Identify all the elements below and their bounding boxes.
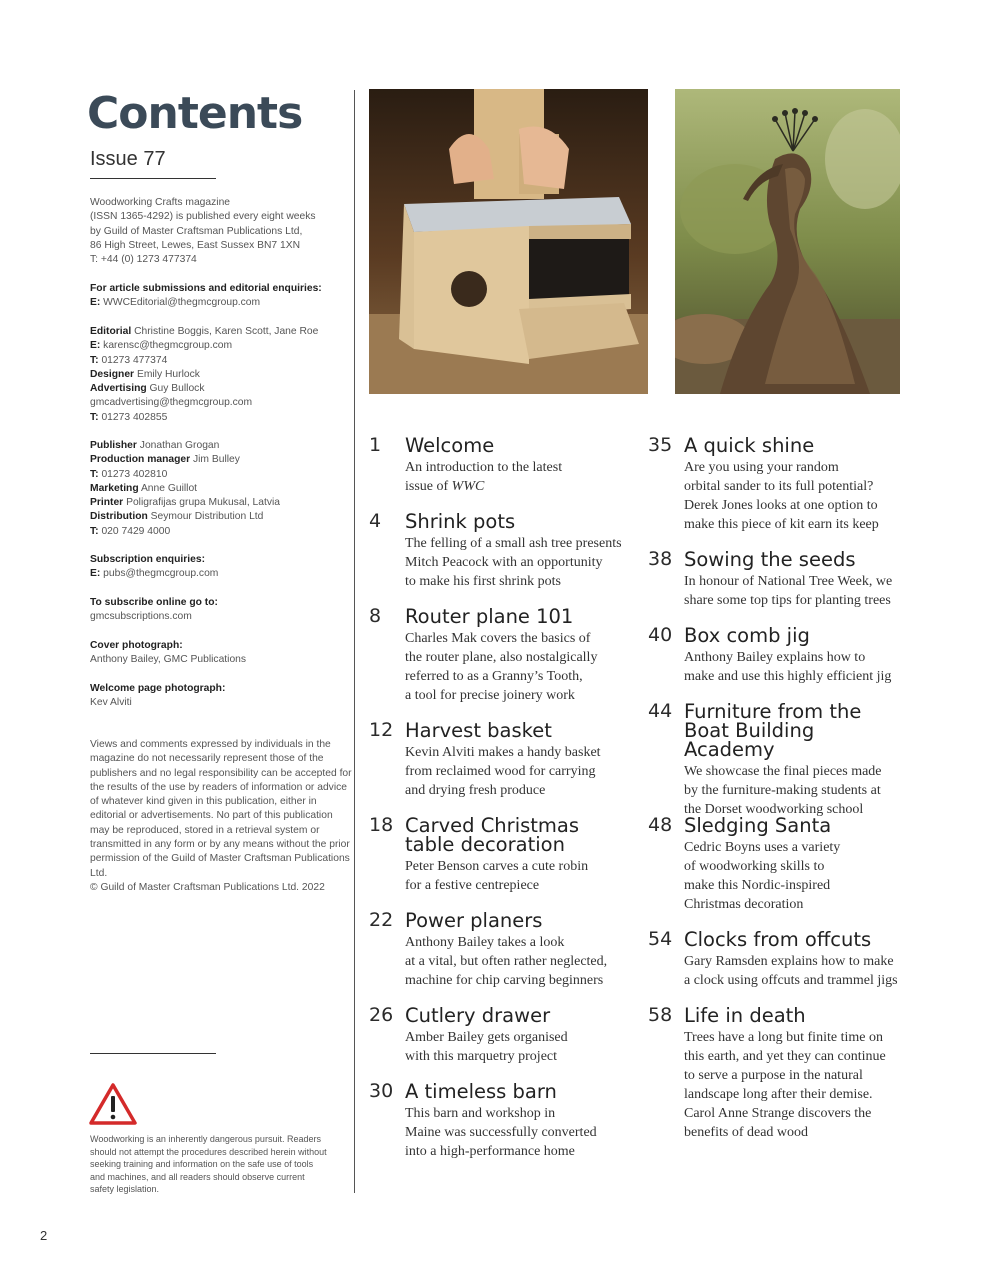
entry-desc-line: a clock using offcuts and trammel jigs [684, 973, 898, 988]
marketing-label: Marketing [90, 482, 139, 494]
dead-wood-sculpture-photo [675, 89, 900, 394]
entry-page: 35 [648, 434, 673, 456]
contents-entry-box-comb-jig[interactable] [648, 624, 908, 686]
contents-entry-quick-shine[interactable] [648, 434, 908, 534]
warning-rule [90, 1053, 216, 1054]
marketing-name: Anne Guillot [140, 482, 198, 494]
entry-desc-line: landscape long after their demise. [684, 1087, 873, 1102]
submissions-heading: For article submissions and editorial enquiries: [90, 283, 322, 294]
page-title: Contents [87, 88, 303, 139]
phone-label: T: [90, 354, 99, 366]
entry-desc-line: The felling of a small ash tree presents [405, 536, 622, 551]
email-label: E: [90, 568, 101, 580]
entry-page: 48 [648, 814, 673, 836]
contents-entry-sowing-seeds[interactable] [648, 548, 908, 610]
phone-label: T: [90, 468, 99, 480]
entry-description [405, 629, 625, 705]
entry-title: Sledging Santa [684, 814, 832, 837]
entry-desc-line: from reclaimed wood for carrying [405, 764, 596, 779]
welcome-credit-info [90, 682, 350, 711]
advertising-phone: 01273 402855 [101, 411, 168, 423]
submissions-info [90, 282, 350, 311]
production-label: Production manager [90, 454, 191, 466]
publication-line: T: +44 (0) 1273 477374 [90, 254, 197, 266]
entry-desc-line: the router plane, also nostalgically [405, 650, 598, 665]
entry-desc-line: Charles Mak covers the basics of [405, 631, 591, 646]
printer-name: Poligrafijas grupa Mukusal, Latvia [126, 497, 281, 509]
entry-desc-line: Maine was successfully converted [405, 1125, 597, 1140]
entry-title: A timeless barn [405, 1080, 557, 1103]
entry-desc-line: Anthony Bailey explains how to [684, 650, 866, 665]
entry-title [684, 700, 908, 759]
entry-desc-line: make and use this highly efficient jig [684, 669, 892, 684]
subscribe-url: gmcsubscriptions.com [90, 611, 192, 623]
advertising-label: Advertising [90, 383, 147, 395]
warning-icon [89, 1083, 137, 1125]
contents-entry-harvest-basket[interactable] [369, 719, 619, 800]
entry-desc-text: issue of [405, 479, 452, 494]
entry-title: Cutlery drawer [405, 1004, 551, 1027]
entry-page: 58 [648, 1004, 673, 1026]
entry-desc-line: to serve a purpose in the natural [684, 1068, 863, 1083]
subscription-email: pubs@thegmcgroup.com [103, 568, 219, 580]
entry-title: Sowing the seeds [684, 548, 856, 571]
entry-desc-line: by the furniture-making students at [684, 783, 881, 798]
entry-page: 1 [369, 434, 382, 456]
entry-title: Router plane 101 [405, 605, 574, 628]
entry-description [405, 743, 625, 800]
entry-page: 12 [369, 719, 394, 741]
entry-desc-line: the Dorset woodworking school [684, 802, 864, 817]
entry-title: A quick shine [684, 434, 815, 457]
distribution-label: Distribution [90, 511, 148, 523]
subscription-heading: Subscription enquiries: [90, 554, 205, 565]
designer-name: Emily Hurlock [136, 368, 200, 380]
entry-title [405, 814, 619, 854]
entry-page: 26 [369, 1004, 394, 1026]
entry-description [405, 458, 625, 496]
safety-warning: Woodworking is an inherently dangerous pursuit. Readers should not attempt the procedures described herein without seeking training and information on the safe use of tools and machines, and all readers should observe current safety legislation. [90, 1134, 327, 1194]
entry-title-line: Boat Building Academy [684, 719, 815, 761]
entry-desc-line: with this marquetry project [405, 1049, 558, 1064]
box-comb-jig-photo [369, 89, 648, 394]
contents-entry-timeless-barn[interactable] [369, 1080, 619, 1161]
advertising-email: gmcadvertising@thegmcgroup.com [90, 397, 253, 409]
entry-desc-line: benefits of dead wood [684, 1125, 809, 1140]
cover-credit-info [90, 639, 350, 668]
subscribe-heading: To subscribe online go to: [90, 597, 218, 608]
entry-title: Box comb jig [684, 624, 810, 647]
entry-title-line: table decoration [405, 833, 565, 856]
welcome-heading: Welcome page photograph: [90, 683, 226, 694]
entry-description [684, 762, 904, 819]
entry-desc-line: Trees have a long but finite time on [684, 1030, 883, 1045]
contents-entry-sledging-santa[interactable] [648, 814, 908, 914]
entry-desc-line: Kevin Alviti makes a handy basket [405, 745, 601, 760]
subscription-info [90, 553, 350, 582]
cover-credit: Anthony Bailey, GMC Publications [90, 654, 247, 666]
publication-line: by Guild of Master Craftsman Publications Ltd, [90, 225, 303, 237]
editorial-phone: 01273 477374 [101, 354, 168, 366]
entry-desc-line: orbital sander to its full potential? [684, 479, 874, 494]
entry-description [405, 1028, 625, 1066]
entry-title: Shrink pots [405, 510, 516, 533]
entry-desc-line: at a vital, but often rather neglected, [405, 954, 608, 969]
entry-page: 4 [369, 510, 382, 532]
email-label: E: [90, 297, 101, 309]
production-info [90, 439, 350, 539]
entry-page: 40 [648, 624, 673, 646]
entry-page: 22 [369, 909, 394, 931]
entry-desc-italic: WWC [451, 479, 485, 494]
entry-desc-line: to make his first shrink pots [405, 574, 561, 589]
entry-desc-line: machine for chip carving beginners [405, 973, 604, 988]
entry-description [405, 933, 625, 990]
cover-heading: Cover photograph: [90, 640, 183, 651]
contents-entry-christmas-decoration[interactable] [369, 814, 619, 895]
disclaimer [90, 738, 352, 895]
production-phone: 01273 402810 [101, 468, 168, 480]
contents-entry-router-plane[interactable] [369, 605, 619, 705]
advertising-name: Guy Bullock [149, 383, 205, 395]
designer-label: Designer [90, 368, 135, 380]
welcome-credit: Kev Alviti [90, 697, 132, 709]
submissions-email: WWCEditorial@thegmcgroup.com [103, 297, 261, 309]
editorial-email: karensc@thegmcgroup.com [103, 340, 233, 352]
entry-page: 30 [369, 1080, 394, 1102]
contents-entry-boat-building-academy[interactable] [648, 700, 908, 819]
entry-description [405, 1104, 625, 1161]
entry-page: 44 [648, 700, 673, 722]
entry-title: Welcome [405, 434, 495, 457]
entry-title: Power planers [405, 909, 543, 932]
entry-desc-line: We showcase the final pieces made [684, 764, 882, 779]
entry-title-line: Carved Christmas [405, 814, 580, 837]
publisher-name: Jonathan Grogan [139, 440, 220, 451]
entry-desc-line: of woodworking skills to [684, 859, 825, 874]
publication-line: (ISSN 1365-4292) is published every eight weeks [90, 211, 316, 223]
column-divider [354, 90, 355, 1193]
entry-desc-line: Gary Ramsden explains how to make [684, 954, 894, 969]
contents-entry-clocks-from-offcuts[interactable] [648, 928, 908, 990]
entry-desc-line: for a festive centrepiece [405, 878, 540, 893]
entry-desc-line: Are you using your random [684, 460, 839, 475]
editorial-label: Editorial [90, 326, 132, 337]
entry-title: Life in death [684, 1004, 806, 1027]
publication-line: Woodworking Crafts magazine [90, 197, 231, 208]
entry-desc-line: An introduction to the latest [405, 460, 563, 475]
distribution-phone: 020 7429 4000 [101, 525, 171, 537]
entry-desc-line: This barn and workshop in [405, 1106, 556, 1121]
entry-description [405, 534, 625, 591]
entry-description [684, 1028, 904, 1142]
issue-number: Issue 77 [90, 148, 166, 170]
entry-desc-line: into a high-performance home [405, 1144, 575, 1159]
copyright: © Guild of Master Craftsman Publications Ltd. 2022 [90, 881, 325, 893]
contents-entry-life-in-death[interactable] [648, 1004, 908, 1142]
entry-desc-line: Carol Anne Strange discovers the [684, 1106, 872, 1121]
editorial-names: Christine Boggis, Karen Scott, Jane Roe [134, 326, 319, 337]
entry-desc-line: Amber Bailey gets organised [405, 1030, 568, 1045]
entry-desc-line: make this Nordic-inspired [684, 878, 831, 893]
page-number: 2 [40, 1228, 48, 1243]
contents-entry-shrink-pots[interactable] [369, 510, 622, 591]
entry-desc-line: this earth, and yet they can continue [684, 1049, 886, 1064]
entry-desc-line: and drying fresh produce [405, 783, 546, 798]
entry-page: 18 [369, 814, 394, 836]
disclaimer-text: Views and comments expressed by individuals in the magazine do not necessarily represent those of the publishers and no legal responsibility can be accepted for the results of the use by readers of information or advice of whatever kind given in this publication, either in editorial or advertisements. No part of this publication may be reproduced, stored in a retrieval system or transmitted in any form or by any means without the prior permission of the Guild of Master Craftsman Publications Ltd. [90, 739, 352, 879]
entry-description [684, 648, 904, 686]
entry-description [684, 952, 904, 990]
title-rule [90, 178, 216, 179]
publication-info [90, 196, 350, 267]
entry-desc-line: Cedric Boyns uses a variety [684, 840, 841, 855]
entry-desc-line: Christmas decoration [684, 897, 804, 912]
entry-page: 38 [648, 548, 673, 570]
entry-title-line: Furniture from the [684, 700, 862, 723]
entry-title: Clocks from offcuts [684, 928, 872, 951]
entry-desc-line: referred to as a Granny’s Tooth, [405, 669, 583, 684]
entry-page: 8 [369, 605, 382, 627]
entry-desc-line: share some top tips for planting trees [684, 593, 891, 608]
distribution-name: Seymour Distribution Ltd [150, 511, 264, 523]
entry-title: Harvest basket [405, 719, 552, 742]
entry-desc-line: Mitch Peacock with an opportunity [405, 555, 603, 570]
contents-entry-welcome[interactable] [369, 434, 619, 496]
contents-entry-cutlery-drawer[interactable] [369, 1004, 619, 1066]
production-name: Jim Bulley [193, 454, 240, 466]
entry-description [684, 838, 904, 914]
entry-desc-line: In honour of National Tree Week, we [684, 574, 893, 589]
contents-entry-power-planers[interactable] [369, 909, 619, 990]
entry-description [684, 458, 904, 534]
phone-label: T: [90, 411, 99, 423]
editorial-info [90, 325, 350, 425]
entry-desc-line: Derek Jones looks at one option to [684, 498, 878, 513]
entry-desc-line: make this piece of kit earn its keep [684, 517, 879, 532]
entry-description [684, 572, 904, 610]
publication-line: 86 High Street, Lewes, East Sussex BN7 1XN [90, 239, 301, 251]
entry-desc-line: Peter Benson carves a cute robin [405, 859, 589, 874]
publisher-label: Publisher [90, 440, 137, 451]
entry-page: 54 [648, 928, 673, 950]
entry-description [405, 857, 625, 895]
subscribe-online-info [90, 596, 350, 625]
entry-desc-line: a tool for precise joinery work [405, 688, 575, 703]
printer-label: Printer [90, 497, 124, 509]
entry-desc-line: Anthony Bailey takes a look [405, 935, 565, 950]
email-label: E: [90, 340, 101, 352]
phone-label: T: [90, 525, 99, 537]
